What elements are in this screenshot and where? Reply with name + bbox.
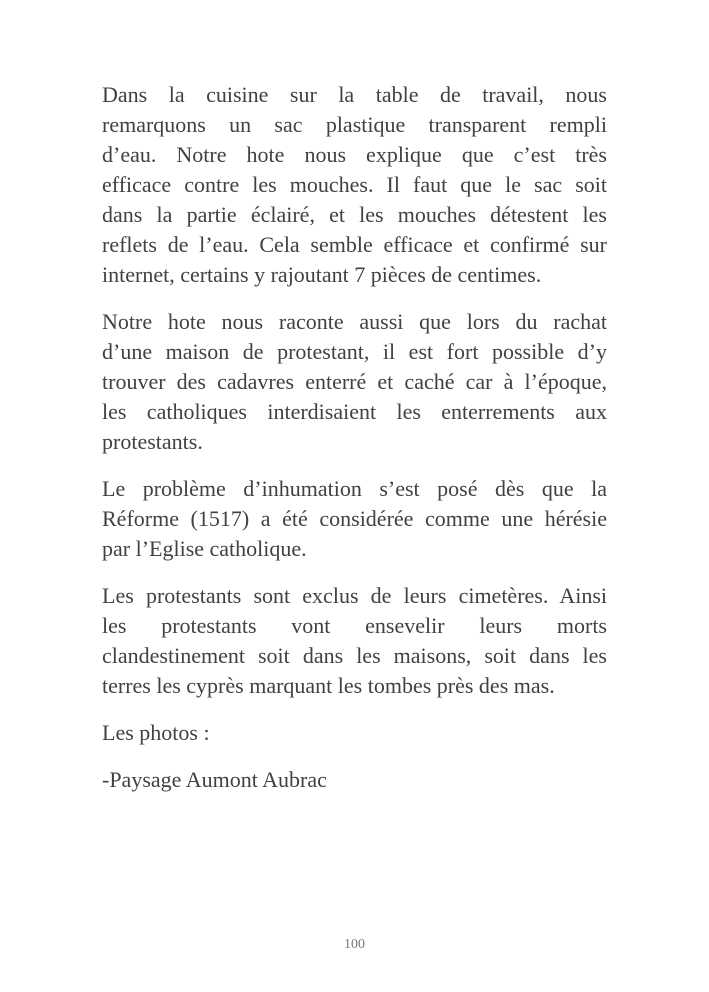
paragraph xyxy=(102,80,607,290)
text-line: reflets de l’eau. Cela semble efficace et confirmé sur xyxy=(102,232,607,257)
text-line: clandestinement soit dans les maisons, soit dans les xyxy=(102,643,607,668)
text-line: terres les cyprès marquant les tombes près des mas. xyxy=(102,673,555,698)
text-line: Notre hote nous raconte aussi que lors du rachat xyxy=(102,309,607,334)
text-line: efficace contre les mouches. Il faut que le sac soit xyxy=(102,172,607,197)
text-line: protestants. xyxy=(102,429,203,454)
text-block xyxy=(102,80,607,812)
paragraph xyxy=(102,581,607,701)
paragraph xyxy=(102,765,607,795)
paragraph xyxy=(102,718,607,748)
text-line: Dans la cuisine sur la table de travail, nous xyxy=(102,82,607,107)
text-line: -Paysage Aumont Aubrac xyxy=(102,767,327,792)
text-line: par l’Eglise catholique. xyxy=(102,536,307,561)
text-line: remarquons un sac plastique transparent rempli xyxy=(102,112,607,137)
paragraph xyxy=(102,307,607,457)
text-line: Les photos : xyxy=(102,720,210,745)
paragraph xyxy=(102,474,607,564)
text-line: Le problème d’inhumation s’est posé dès que la xyxy=(102,476,607,501)
text-line: dans la partie éclairé, et les mouches détestent les xyxy=(102,202,607,227)
text-line: internet, certains y rajoutant 7 pièces de centimes. xyxy=(102,262,542,287)
text-line: trouver des cadavres enterré et caché car à l’époque, xyxy=(102,369,607,394)
text-line: Réforme (1517) a été considérée comme une hérésie xyxy=(102,506,607,531)
text-line: les protestants vont ensevelir leurs morts xyxy=(102,613,607,638)
page-number: 100 xyxy=(344,937,365,952)
text-line: les catholiques interdisaient les enterrements aux xyxy=(102,399,607,424)
text-line: Les protestants sont exclus de leurs cimetères. Ainsi xyxy=(102,583,607,608)
text-line: d’eau. Notre hote nous explique que c’est très xyxy=(102,142,607,167)
text-line: d’une maison de protestant, il est fort possible d’y xyxy=(102,339,607,364)
